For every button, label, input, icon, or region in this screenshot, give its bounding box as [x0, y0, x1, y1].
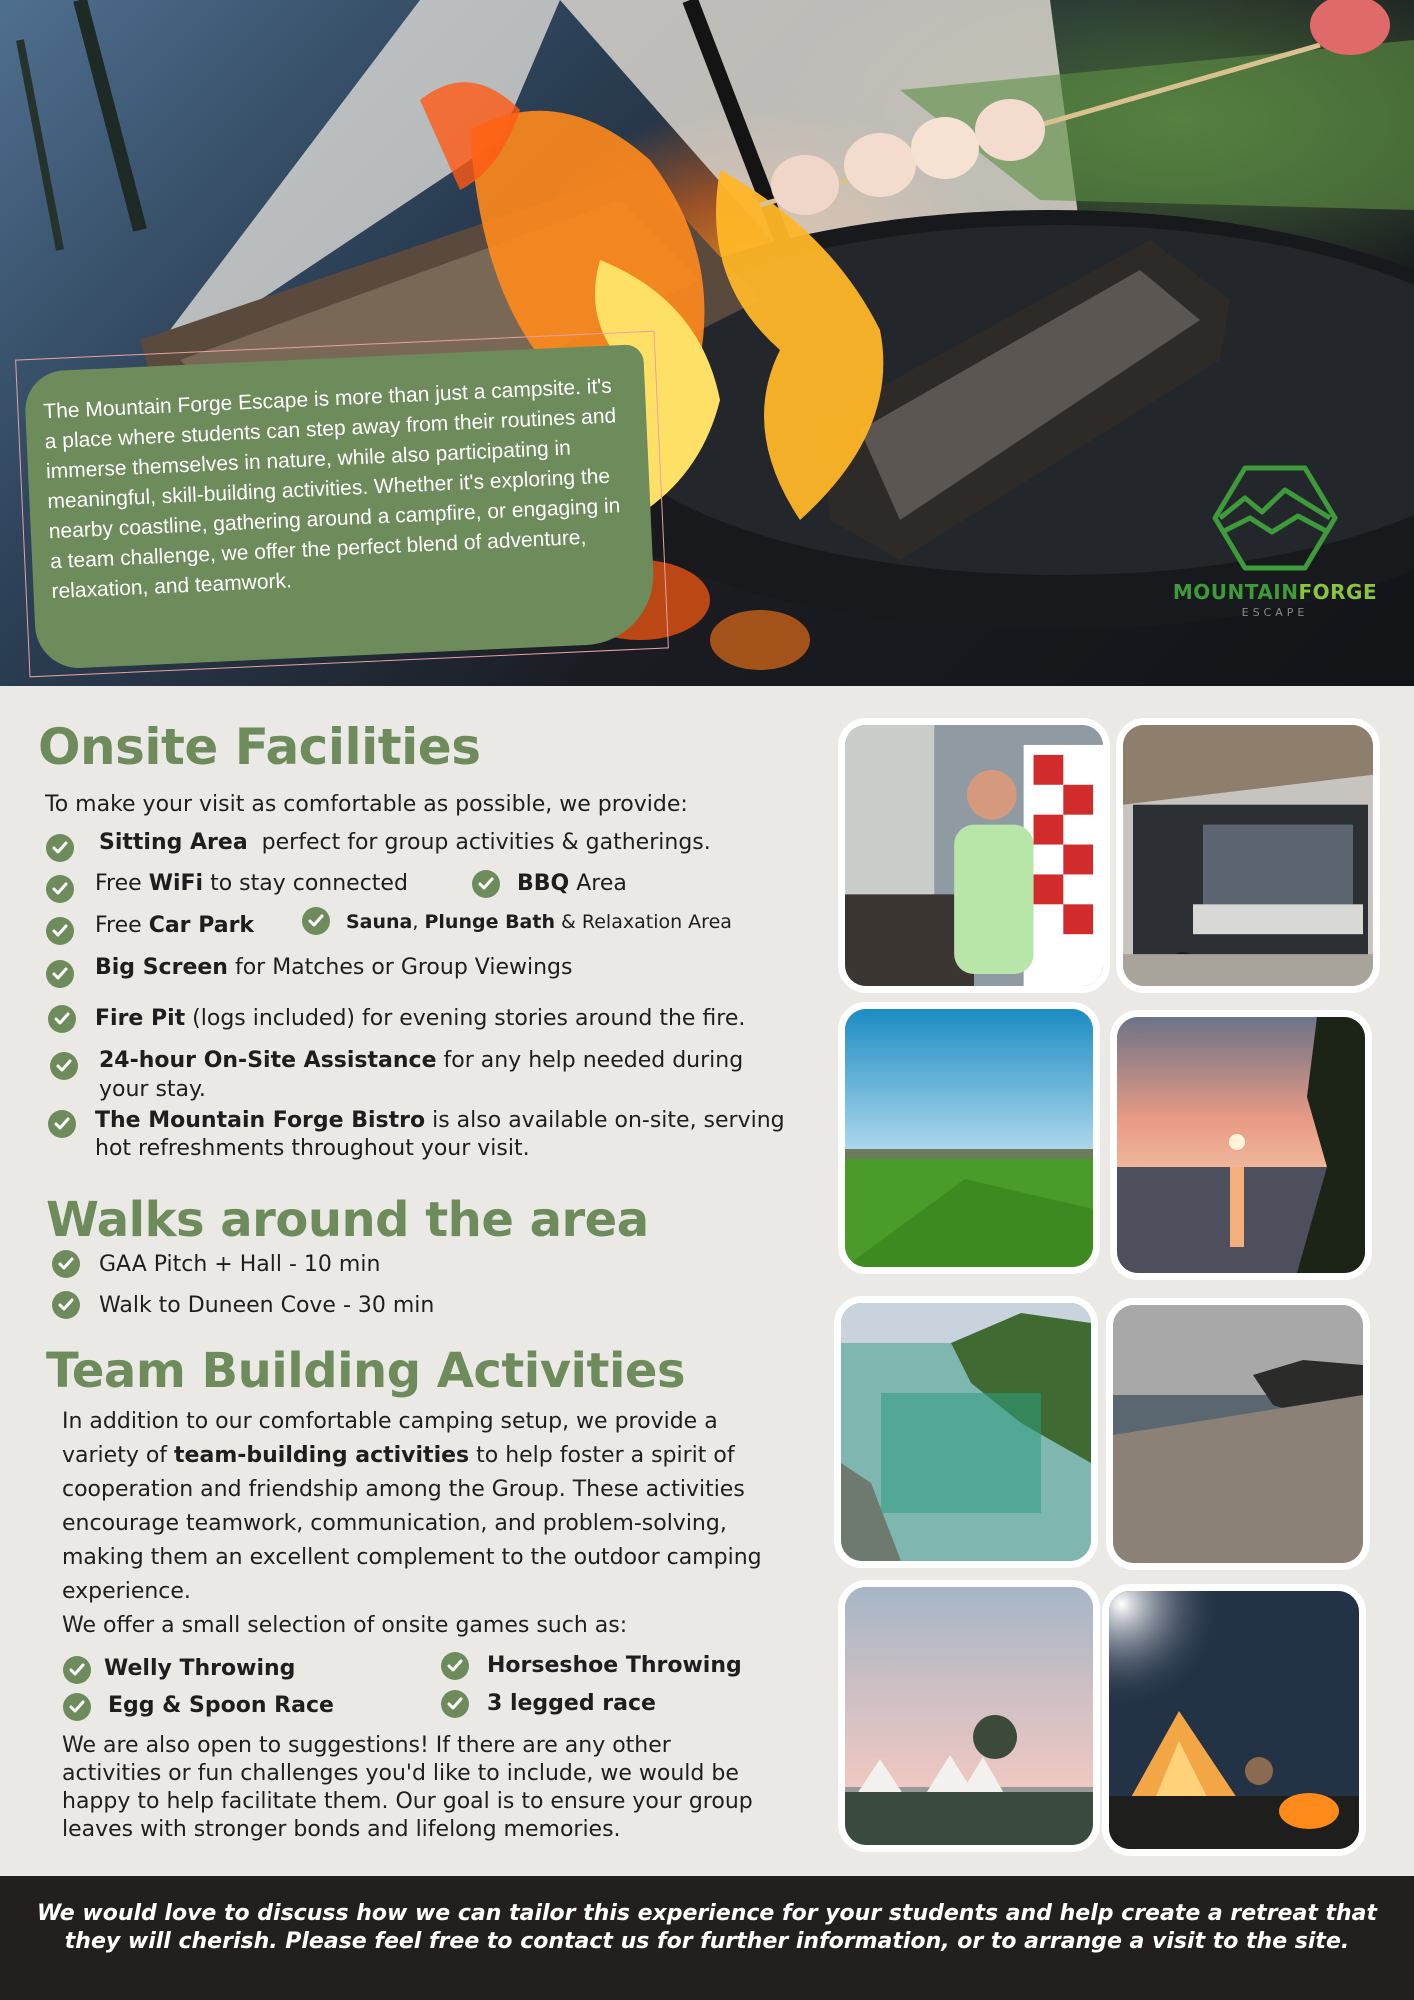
check-circle-icon — [48, 1110, 76, 1138]
facility-sauna-bold: Sauna — [346, 911, 413, 933]
facility-carpark-pre: Free — [95, 913, 149, 938]
footer-text — [0, 1900, 1414, 1956]
check-circle-icon — [46, 960, 74, 988]
team-p1-line: In addition to our comfortable camping setup, we provide a — [62, 1409, 718, 1434]
game-item — [487, 1690, 656, 1718]
facility-car-park — [95, 912, 254, 940]
photo-cove-water — [834, 1296, 1098, 1568]
game-item-label: Horseshoe Throwing — [487, 1653, 742, 1678]
game-item — [108, 1692, 334, 1720]
facility-screen-rest: for Matches or Group Viewings — [227, 955, 573, 980]
check-circle-icon — [48, 1005, 76, 1033]
intro-textbox — [24, 344, 657, 670]
facility-fire-rest: (logs included) for evening stories around the fire. — [185, 1006, 746, 1031]
facility-bbq — [517, 870, 627, 898]
game-item — [104, 1655, 295, 1683]
logo-word-mountain: MOUNTAIN — [1172, 580, 1299, 604]
check-circle-icon — [441, 1652, 469, 1680]
check-circle-icon — [302, 907, 330, 935]
facility-screen-bold: Big Screen — [95, 955, 228, 980]
facility-wifi — [95, 870, 408, 898]
photo-tent-night-guitar — [1102, 1584, 1366, 1856]
photo-sunset-sea — [1110, 1010, 1372, 1280]
footer-line-1: We would love to discuss how we can tailor this experience for your students and help create a retreat that — [36, 1901, 1378, 1926]
facility-bistro-line2: hot refreshments throughout your visit. — [95, 1136, 530, 1161]
game-item-label: Egg & Spoon Race — [108, 1693, 334, 1718]
facility-wifi-bold: WiFi — [148, 871, 204, 896]
facility-wifi-pre: Free — [95, 871, 149, 896]
photo-bell-tents-dusk — [838, 1580, 1100, 1852]
check-circle-icon — [52, 1250, 80, 1278]
contact-footer — [0, 1876, 1414, 2000]
facility-assist-bold: 24-hour On-Site Assistance — [99, 1048, 437, 1073]
team-p1-line: making them an excellent complement to the outdoor camping — [62, 1545, 762, 1570]
team-p1-line — [62, 1442, 735, 1470]
facility-sauna-rest: & Relaxation Area — [555, 911, 732, 933]
team-p2-line: We are also open to suggestions! If there are any other — [62, 1733, 671, 1758]
facility-sauna — [346, 908, 732, 936]
team-p1-line: cooperation and friendship among the Group. These activities — [62, 1477, 745, 1502]
check-circle-icon — [46, 834, 74, 862]
walk-item: Walk to Duneen Cove - 30 min — [99, 1293, 435, 1318]
facility-sitting-area — [99, 829, 711, 857]
check-circle-icon — [46, 875, 74, 903]
facility-big-screen — [95, 954, 572, 982]
facilities-title: Onsite Facilities — [38, 718, 481, 776]
team-p1-line: experience. — [62, 1579, 191, 1604]
facility-assist-rest1: for any help needed during — [436, 1048, 744, 1073]
games-intro: We offer a small selection of onsite games such as: — [62, 1613, 628, 1638]
facility-sitting-bold: Sitting Area — [99, 830, 248, 855]
facility-wifi-rest: to stay connected — [203, 871, 408, 896]
team-p2-line: leaves with stronger bonds and lifelong memories. — [62, 1817, 621, 1842]
check-circle-icon — [472, 870, 500, 898]
check-circle-icon — [52, 1291, 80, 1319]
intro-text: The Mountain Forge Escape is more than just a campsite. it's a place where students can step away from their routines and immerse themselves in nature, while also participating in meaningful, skill-building activities. Whether it's exploring the nearby coastline, gathering around a campfire, or engaging in a team challenge, we offer the perfect blend of adventure, relaxation, and teamwork. — [42, 374, 621, 604]
check-circle-icon — [63, 1693, 91, 1721]
walk-item: GAA Pitch + Hall - 10 min — [99, 1252, 381, 1277]
walks-title: Walks around the area — [46, 1192, 649, 1248]
photo-green-field — [838, 1002, 1100, 1274]
facility-fire-pit — [95, 1005, 745, 1033]
facility-assistance — [99, 1047, 743, 1075]
check-circle-icon — [50, 1052, 78, 1080]
facilities-intro: To make your visit as comfortable as possible, we provide: — [45, 792, 688, 817]
logo-wordmark — [1160, 580, 1390, 604]
logo-subtitle: ESCAPE — [1241, 606, 1309, 619]
team-title: Team Building Activities — [46, 1343, 686, 1399]
facility-assistance-line2: your stay. — [99, 1077, 206, 1102]
mountain-hexagon-logo-icon — [1160, 460, 1390, 580]
facility-bbq-bold: BBQ — [517, 871, 570, 896]
facility-bistro-rest1: is also available on-site, serving — [425, 1108, 785, 1133]
team-p1-line: encourage teamwork, communication, and problem-solving, — [62, 1511, 727, 1536]
footer-line-2: they will cherish. Please feel free to contact us for further information, or to arrange a visit to the site. — [64, 1929, 1350, 1954]
check-circle-icon — [441, 1690, 469, 1718]
game-item-label: 3 legged race — [487, 1691, 656, 1716]
facility-bistro-bold: The Mountain Forge Bistro — [95, 1108, 426, 1133]
game-item-label: Welly Throwing — [104, 1656, 296, 1681]
brand-logo — [1160, 460, 1390, 620]
game-item — [487, 1652, 742, 1680]
facility-carpark-bold: Car Park — [148, 913, 255, 938]
facility-sauna-sep: , — [412, 911, 425, 933]
team-p1-rest: to help foster a spirit of — [469, 1443, 735, 1468]
facility-bbq-rest: Area — [569, 871, 627, 896]
facility-fire-bold: Fire Pit — [95, 1006, 186, 1031]
hero-banner — [0, 0, 1414, 686]
check-circle-icon — [63, 1656, 91, 1684]
photo-beach-cliff — [1106, 1298, 1370, 1570]
team-p1-pre: variety of — [62, 1443, 175, 1468]
check-circle-icon — [46, 917, 74, 945]
photo-food-truck — [1116, 718, 1380, 993]
facility-bistro — [95, 1107, 785, 1135]
team-p2-line: activities or fun challenges you'd like to include, we would be — [62, 1761, 739, 1786]
facility-sitting-rest: perfect for group activities & gatherings. — [261, 830, 711, 855]
facility-plunge-bold: Plunge Bath — [424, 911, 555, 933]
team-p2-line: happy to help facilitate them. Our goal is to ensure your group — [62, 1789, 753, 1814]
team-p1-bold: team-building activities — [174, 1443, 470, 1468]
photo-chef-grill — [838, 718, 1110, 993]
logo-word-forge: FORGE — [1298, 580, 1378, 604]
